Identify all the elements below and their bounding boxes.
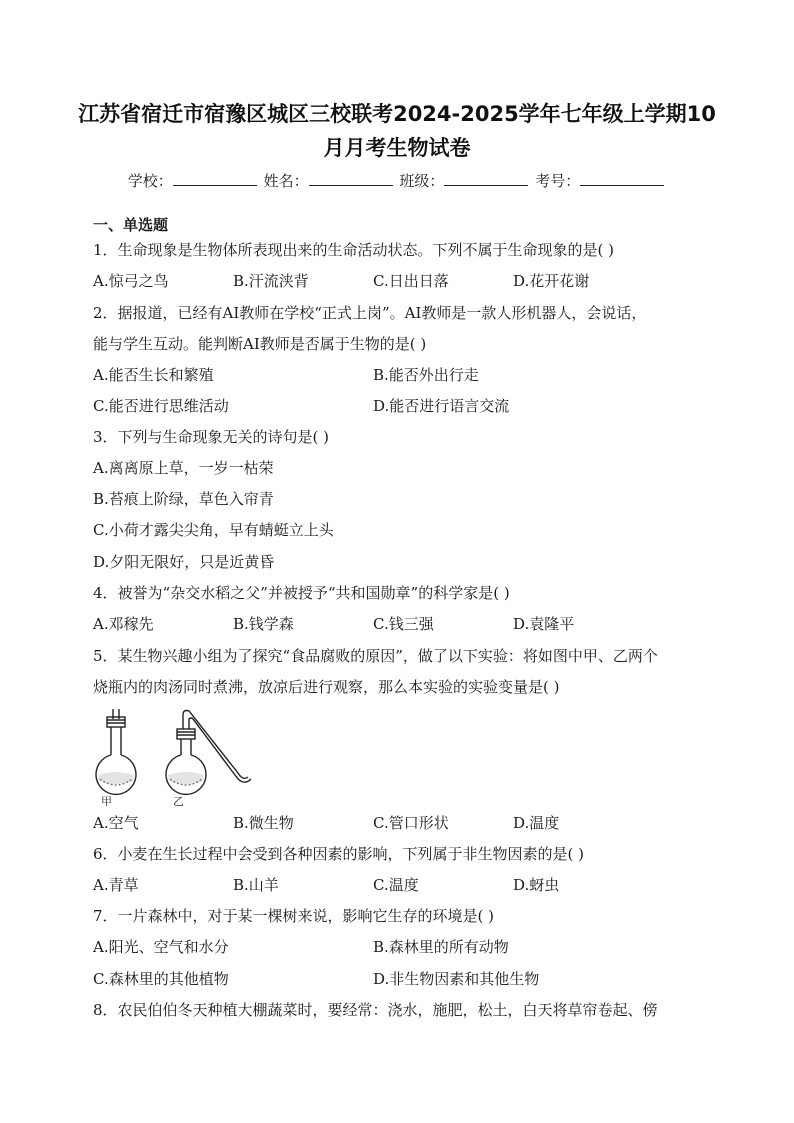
question-1-stem: 1．生命现象是生物体所表现出来的生命活动状态。下列不属于生命现象的是( ) <box>93 241 615 259</box>
option-c: C.小荷才露尖尖角，早有蜻蜓立上头 <box>93 521 334 539</box>
question-4-stem: 4．被誉为“杂交水稻之父”并被授予“共和国勋章”的科学家是( ) <box>93 584 510 602</box>
option-b: B.苔痕上阶绿，草色入帘青 <box>93 490 274 508</box>
school-label: 学校： <box>127 172 173 190</box>
name-label: 姓名： <box>263 172 309 190</box>
option-d: D.花开花谢 <box>513 272 590 290</box>
option-a: A.邓稼先 <box>93 615 154 633</box>
option-d: D.温度 <box>513 814 560 832</box>
name-blank <box>309 171 393 186</box>
exam-no-blank <box>580 171 664 186</box>
section-heading: 一、单选题 <box>93 216 169 234</box>
flask-yi-label: 乙 <box>173 795 184 807</box>
option-c: C.森林里的其他植物 <box>93 970 229 988</box>
flask-yi <box>166 711 251 795</box>
option-b: B.微生物 <box>233 814 294 832</box>
option-d: D.袁隆平 <box>513 615 575 633</box>
option-b: B.能否外出行走 <box>373 366 479 384</box>
exam-title-line-2: 月月考生物试卷 <box>323 136 471 160</box>
option-a: A.惊弓之鸟 <box>93 272 169 290</box>
exam-no-label: 考号： <box>535 172 581 190</box>
question-3-stem: 3．下列与生命现象无关的诗句是( ) <box>93 428 330 446</box>
exam-title-line-1: 江苏省宿迁市宿豫区城区三校联考2024-2025学年七年级上学期10 <box>78 102 716 126</box>
question-5-stem-line-2: 烧瓶内的肉汤同时煮沸，放凉后进行观察，那么本实验的实验变量是( ) <box>93 678 560 696</box>
option-a: A.空气 <box>93 814 139 832</box>
option-d: D.蚜虫 <box>513 876 560 894</box>
option-c: C.能否进行思维活动 <box>93 397 229 415</box>
student-info-row <box>60 169 734 193</box>
option-c: C.管口形状 <box>373 814 449 832</box>
option-b: B.森林里的所有动物 <box>373 938 509 956</box>
question-2-stem-line-2: 能与学生互动。能判断AI教师是否属于生物的是( ) <box>93 335 427 353</box>
option-b: B.汗流浃背 <box>233 272 309 290</box>
option-c: C.钱三强 <box>373 615 434 633</box>
flask-jia-label: 甲 <box>101 795 112 807</box>
option-d: D.能否进行语言交流 <box>373 397 510 415</box>
option-a: A.青草 <box>93 876 139 894</box>
school-blank <box>173 171 257 186</box>
option-a: A.能否生长和繁殖 <box>93 366 214 384</box>
option-b: B.山羊 <box>233 876 279 894</box>
option-d: D.非生物因素和其他生物 <box>373 970 540 988</box>
option-a: A.离离原上草，一岁一枯荣 <box>93 459 274 477</box>
question-2-stem-line-1: 2．据报道，已经有AI教师在学校“正式上岗”。AI教师是一款人形机器人，会说话， <box>93 304 647 322</box>
question-6-stem: 6．小麦在生长过程中会受到各种因素的影响，下列属于非生物因素的是( ) <box>93 845 585 863</box>
question-8-stem: 8．农民伯伯冬天种植大棚蔬菜时，要经常：浇水，施肥，松土，白天将草帘卷起、傍 <box>93 1001 658 1019</box>
question-7-stem: 7．一片森林中，对于某一棵树来说，影响它生存的环境是( ) <box>93 907 495 925</box>
option-b: B.钱学森 <box>233 615 294 633</box>
class-blank <box>444 171 528 186</box>
question-5-stem-line-1: 5．某生物兴趣小组为了探究“食品腐败的原因”，做了以下实验：将如图中甲、乙两个 <box>93 647 658 665</box>
flask-jia <box>96 709 136 794</box>
option-a: A.阳光、空气和水分 <box>93 938 229 956</box>
option-d: D.夕阳无限好，只是近黄昏 <box>93 553 275 571</box>
flask-experiment-figure <box>93 707 253 807</box>
option-c: C.日出日落 <box>373 272 449 290</box>
option-c: C.温度 <box>373 876 419 894</box>
class-label: 班级： <box>399 172 445 190</box>
